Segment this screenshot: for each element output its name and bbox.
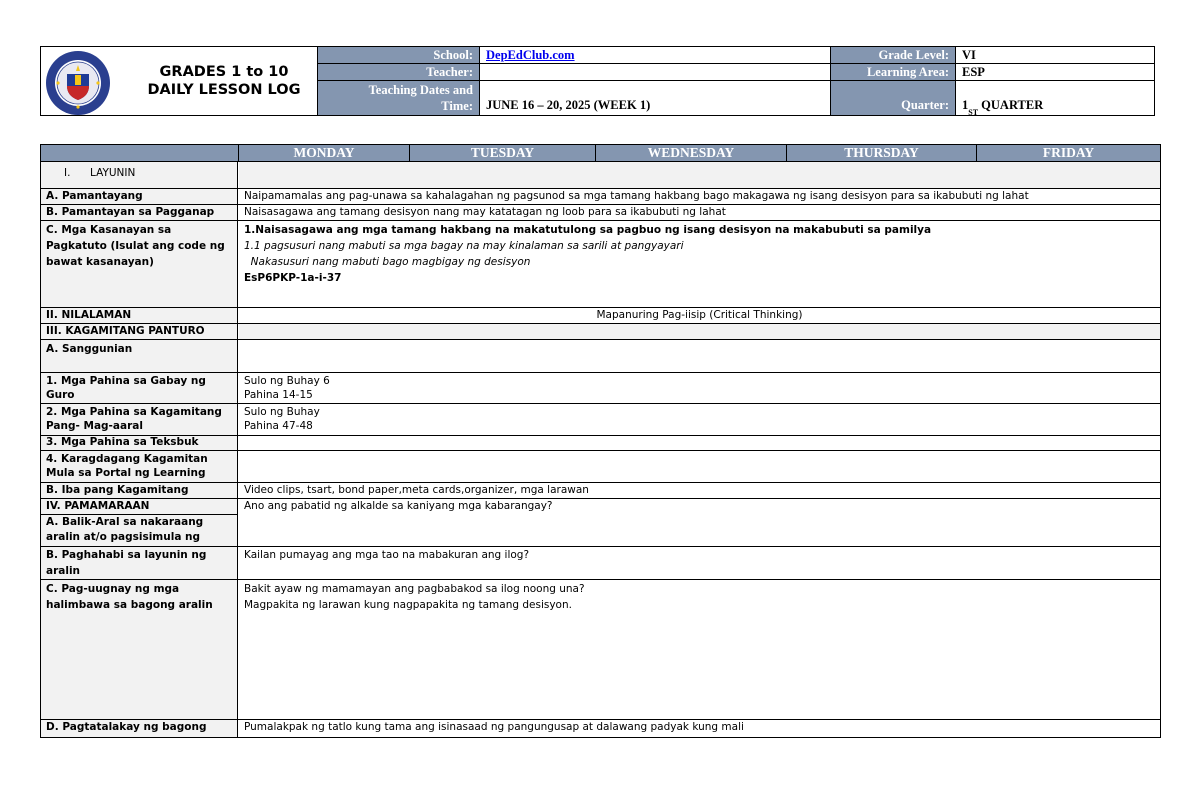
pamamaraan-group xyxy=(41,499,238,546)
table-row xyxy=(41,324,1160,340)
pagganap-label: B. Pamantayan sa Pagganap xyxy=(41,205,238,220)
pamantayang-value: Naipamamalas ang pag-unawa sa kahalagahan ng pagsunod sa mga tamang hakbang bago makagawa ng isang desisyon para sa ikabubuti ng lahat xyxy=(244,190,1029,202)
balik-aral-label: A. Balik-Aral sa nakaraang aralin at/o pagsisimula ng xyxy=(46,516,204,543)
log-title-line2: DAILY LESSON LOG xyxy=(147,82,301,98)
table-row xyxy=(41,308,1160,324)
table-row xyxy=(41,483,1160,499)
lesson-table xyxy=(40,144,1161,738)
teksbuk-label: 3. Mga Pahina sa Teksbuk xyxy=(41,436,238,450)
gabay-line2: Pahina 14-15 xyxy=(244,389,313,401)
log-title-line1: GRADES 1 to 10 xyxy=(159,64,289,80)
table-row xyxy=(41,451,1160,483)
kagamitan-label: III. KAGAMITANG PANTURO xyxy=(41,324,238,339)
section-layunin-label: LAYUNIN xyxy=(90,167,136,179)
day-thursday: THURSDAY xyxy=(787,145,977,161)
magaaral-value xyxy=(239,404,1160,435)
teacher-value xyxy=(480,64,831,81)
magaaral-line2: Pahina 47-48 xyxy=(244,420,313,432)
kasanayan-value xyxy=(239,221,1160,307)
iba-value: Video clips, tsart, bond paper,meta cards,organizer, mga larawan xyxy=(244,484,589,496)
day-header-row xyxy=(41,145,1160,162)
table-row xyxy=(41,162,1160,189)
iba-label: B. Iba pang Kagamitang xyxy=(41,483,238,498)
teaching-dates-label-line1: Teaching Dates and xyxy=(368,83,473,97)
gabay-value xyxy=(239,373,1160,403)
kasanayan-line3: Nakasusuri nang mabuti bago magbigay ng desisyon xyxy=(244,256,531,268)
teacher-label: Teacher: xyxy=(318,64,480,81)
quarter-value: 1 ST QUARTER xyxy=(962,98,1044,117)
pagtatalakay-value: Pumalakpak ng tatlo kung tama ang isinasaad ng pangungusap at dalawang padyak kung mali xyxy=(244,721,744,733)
table-row xyxy=(41,499,1160,547)
quarter-label: Quarter: xyxy=(831,81,956,115)
nilalaman-label: II. NILALAMAN xyxy=(41,308,238,323)
sanggunian-value xyxy=(239,340,1160,372)
grade-level-label: Grade Level: xyxy=(831,47,956,64)
kasanayan-line2: 1.1 pagsusuri nang mabuti sa mga bagay na may kinalaman sa sarili at pangyayari xyxy=(244,240,684,252)
gabay-line1: Sulo ng Buhay 6 xyxy=(244,375,330,387)
magaaral-line1: Sulo ng Buhay xyxy=(244,406,320,418)
table-row xyxy=(41,205,1160,221)
table-row xyxy=(41,547,1160,580)
pamantayang-label: A. Pamantayang xyxy=(41,189,238,204)
quarter-word: QUARTER xyxy=(978,98,1044,112)
grade-level-value: VI xyxy=(956,47,1154,64)
school-label: School: xyxy=(318,47,480,64)
pagganap-value: Naisasagawa ang tamang desisyon nang may katatagan ng loob para sa ikabubuti ng lahat xyxy=(244,206,726,218)
portal-label: 4. Karagdagang Kagamitan Mula sa Portal ng Learning xyxy=(41,451,238,482)
table-row xyxy=(41,404,1160,436)
pamamaraan-label: IV. PAMAMARAAN xyxy=(41,499,237,515)
paghahabi-label: B. Paghahabi sa layunin ng aralin xyxy=(41,547,238,579)
pagugnay-line2: Magpakita ng larawan kung nagpapakita ng tamang desisyon. xyxy=(244,599,572,611)
learning-area-value: ESP xyxy=(956,64,1154,81)
teksbuk-value xyxy=(239,436,1160,450)
balik-aral-value: Ano ang pabatid ng alkalde sa kaniyang mga kabarangay? xyxy=(244,500,553,512)
teaching-dates-label xyxy=(318,81,480,115)
header-brand xyxy=(41,47,318,115)
pagugnay-label: C. Pag-uugnay ng mga halimbawa sa bagong aralin xyxy=(41,580,238,719)
header-fields xyxy=(318,47,1154,115)
section-layunin xyxy=(41,162,238,188)
kasanayan-label: C. Mga Kasanayan sa Pagkatuto (Isulat ang code ng bawat kasanayan) xyxy=(41,221,238,307)
table-row xyxy=(41,340,1160,373)
portal-value xyxy=(239,451,1160,482)
day-header-blank xyxy=(41,145,239,161)
day-friday: FRIDAY xyxy=(1042,145,1095,160)
nilalaman-value: Mapanuring Pag-iisip (Critical Thinking) xyxy=(596,309,803,321)
table-row xyxy=(41,373,1160,404)
lesson-log-header xyxy=(40,46,1155,116)
log-title xyxy=(139,63,309,99)
pagtatalakay-label: D. Pagtatalakay ng bagong xyxy=(41,720,238,737)
table-row xyxy=(41,720,1160,737)
pagugnay-value xyxy=(239,580,1160,719)
deped-seal-icon xyxy=(45,50,111,116)
gabay-label: 1. Mga Pahina sa Gabay ng Guro xyxy=(41,373,238,403)
layunin-content xyxy=(239,162,1160,188)
kasanayan-line1: 1.Naisasagawa ang mga tamang hakbang na makatutulong sa pagbuo ng isang desisyon na makabubuti sa pamilya xyxy=(244,224,932,236)
pagugnay-line1: Bakit ayaw ng mamamayan ang pagbabakod sa ilog noong una? xyxy=(244,583,585,595)
school-link[interactable]: DepEdClub.com xyxy=(486,47,575,62)
table-row xyxy=(41,436,1160,451)
day-tuesday: TUESDAY xyxy=(410,145,596,161)
quarter-number: 1 xyxy=(962,98,969,112)
kasanayan-code: EsP6PKP-1a-i-37 xyxy=(244,272,342,284)
paghahabi-value: Kailan pumayag ang mga tao na mabakuran ang ilog? xyxy=(244,549,530,561)
teaching-dates-label-line2: Time: xyxy=(441,99,473,113)
learning-area-label: Learning Area: xyxy=(831,64,956,81)
teaching-dates-value: JUNE 16 – 20, 2025 (WEEK 1) xyxy=(480,81,831,115)
school-value xyxy=(480,47,831,64)
table-row xyxy=(41,189,1160,205)
table-row xyxy=(41,221,1160,308)
magaaral-label: 2. Mga Pahina sa Kagamitang Pang- Mag-aaral xyxy=(41,404,238,435)
kagamitan-content xyxy=(239,324,1160,339)
day-monday: MONDAY xyxy=(239,145,410,161)
section-layunin-number: I. xyxy=(64,167,71,179)
table-row xyxy=(41,580,1160,720)
day-wednesday: WEDNESDAY xyxy=(596,145,787,161)
sanggunian-label: A. Sanggunian xyxy=(41,340,238,372)
